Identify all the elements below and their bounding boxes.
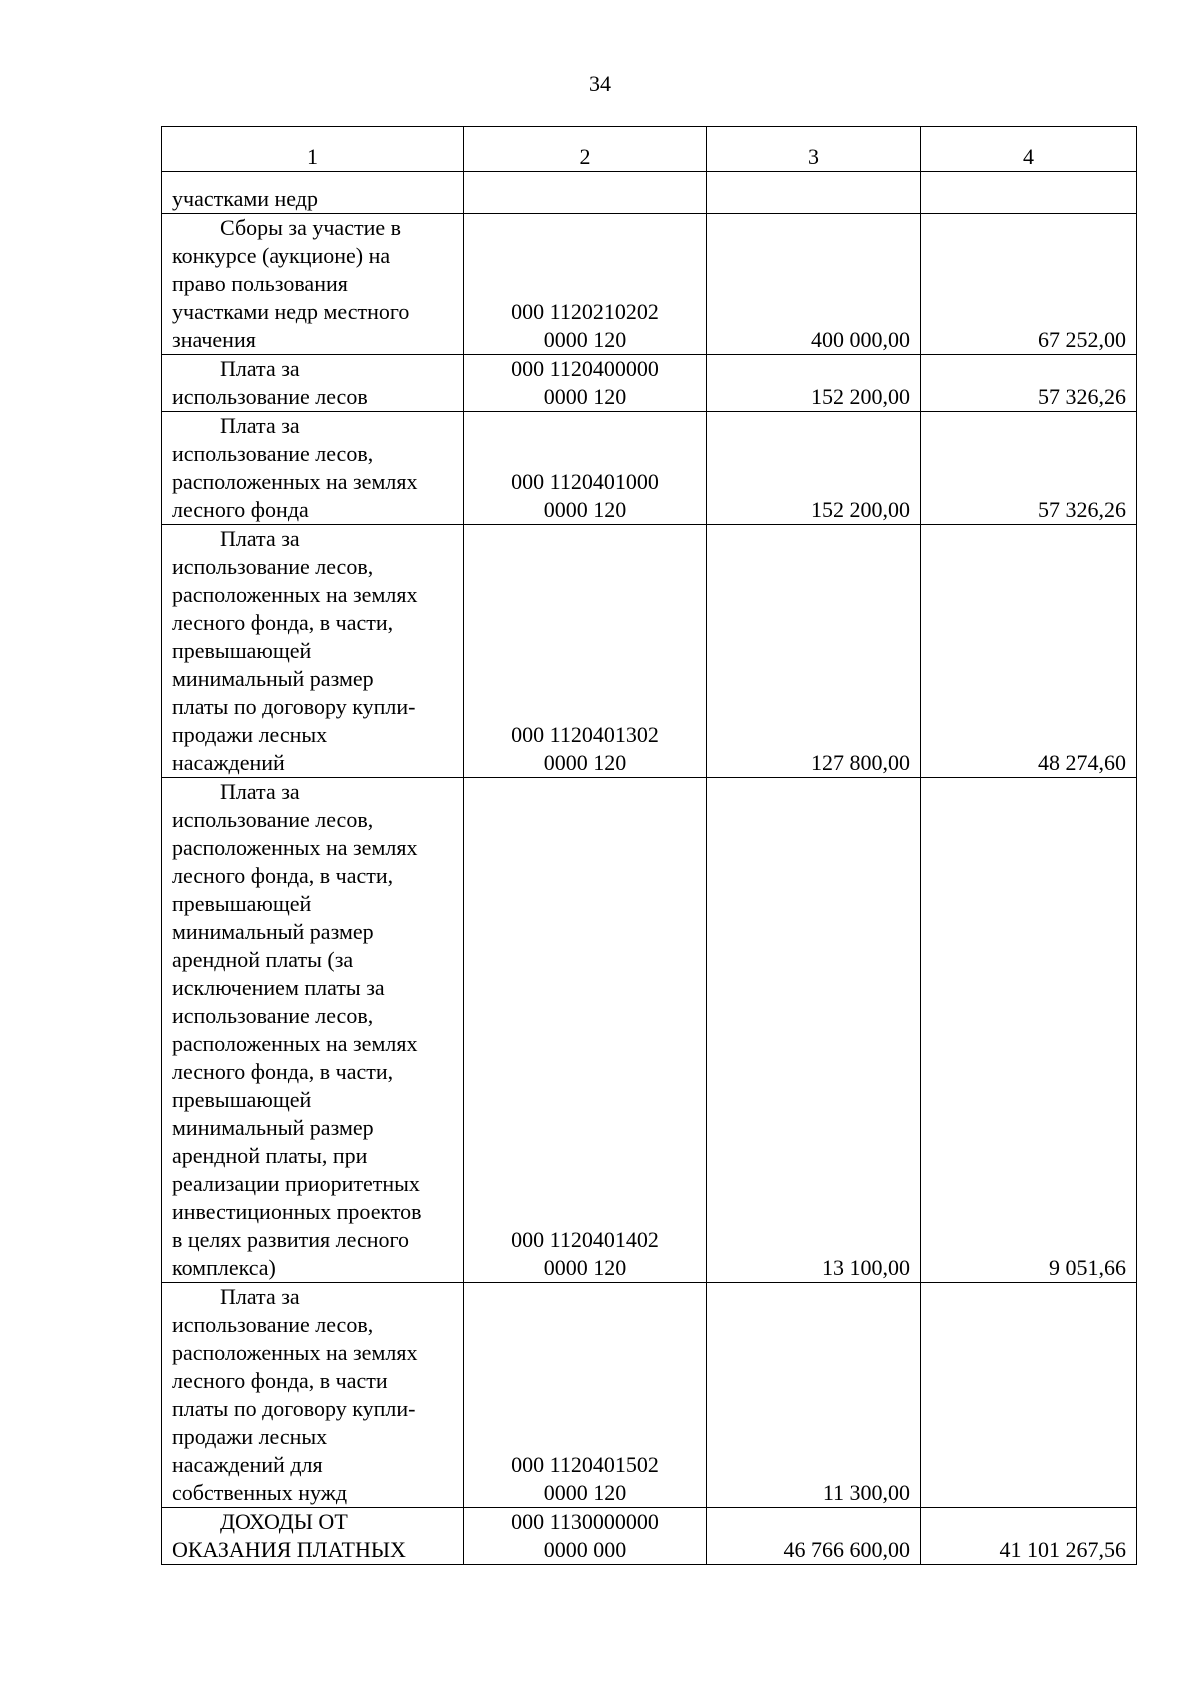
row-code-cell	[464, 172, 707, 214]
row-name-line: использование лесов,	[172, 1312, 374, 1337]
row-name-line: арендной платы, при	[172, 1143, 368, 1168]
row-code-line: 0000 120	[543, 750, 627, 775]
row-name-line: использование лесов	[172, 384, 368, 409]
table-body	[162, 172, 1137, 1565]
row-name-line: расположенных на землях	[172, 1340, 418, 1365]
row-name-cell	[162, 172, 464, 214]
row-name-line: превышающей	[172, 1087, 312, 1112]
row-plan-amount: 152 200,00	[707, 412, 921, 525]
row-name-line: лесного фонда	[172, 497, 309, 522]
row-name-line: насаждений для	[172, 1452, 323, 1477]
row-actual-amount: 48 274,60	[921, 525, 1137, 778]
row-code-cell	[464, 525, 707, 778]
row-name-line: использование лесов,	[172, 1003, 374, 1028]
row-name-first-line: Плата за	[220, 779, 300, 804]
row-name-cell	[162, 355, 464, 412]
row-name-line: минимальный размер	[172, 919, 374, 944]
row-code-line: 000 1120401302	[511, 722, 659, 747]
row-name-line: право пользования	[172, 271, 348, 296]
page-number: 34	[589, 71, 611, 96]
row-name-first-line: ДОХОДЫ ОТ	[220, 1509, 348, 1534]
row-code-line: 000 1120401402	[511, 1227, 659, 1252]
row-code-cell	[464, 412, 707, 525]
row-actual-amount: 41 101 267,56	[921, 1508, 1137, 1565]
table-row	[162, 355, 1137, 412]
row-name-first-line: Сборы за участие в	[220, 215, 402, 240]
row-code-line: 0000 120	[543, 384, 627, 409]
row-name-first-line: Плата за	[220, 356, 300, 381]
row-code-line: 000 1130000000	[511, 1509, 659, 1534]
row-name-line: арендной платы (за	[172, 947, 354, 972]
row-name-line: продажи лесных	[172, 722, 328, 747]
row-name-line: расположенных на землях	[172, 1031, 418, 1056]
row-actual-amount: 67 252,00	[921, 214, 1137, 355]
row-name-line: минимальный размер	[172, 1115, 374, 1140]
row-name-line: платы по договору купли-	[172, 694, 416, 719]
row-actual-amount: 57 326,26	[921, 412, 1137, 525]
row-name-line: использование лесов,	[172, 441, 374, 466]
row-name-line: превышающей	[172, 638, 312, 663]
row-code-line: 0000 000	[543, 1537, 627, 1562]
row-name-line: минимальный размер	[172, 666, 374, 691]
row-name-line: лесного фонда, в части	[172, 1368, 388, 1393]
row-code-line: 000 1120401000	[511, 469, 659, 494]
row-name-line: в целях развития лесного	[172, 1227, 409, 1252]
row-actual-amount	[921, 172, 1137, 214]
row-actual-amount: 9 051,66	[921, 778, 1137, 1283]
row-actual-amount: 57 326,26	[921, 355, 1137, 412]
row-code-line: 0000 120	[543, 497, 627, 522]
row-code-line: 0000 120	[543, 1480, 627, 1505]
row-name-line: инвестиционных проектов	[172, 1199, 422, 1224]
row-name-cell	[162, 1508, 464, 1565]
row-name-line: реализации приоритетных	[172, 1171, 420, 1196]
column-header-3: 3	[707, 127, 921, 172]
table-row	[162, 1508, 1137, 1565]
row-name-line: собственных нужд	[172, 1480, 348, 1505]
row-name-line: расположенных на землях	[172, 469, 418, 494]
row-name-line: ОКАЗАНИЯ ПЛАТНЫХ	[172, 1537, 406, 1562]
row-code-cell	[464, 778, 707, 1283]
row-name-line: участками недр	[172, 186, 318, 211]
row-name-line: использование лесов,	[172, 554, 374, 579]
row-name-first-line: Плата за	[220, 1284, 300, 1309]
row-name-line: лесного фонда, в части,	[172, 610, 394, 635]
column-header-2: 2	[464, 127, 707, 172]
row-name-first-line: Плата за	[220, 526, 300, 551]
row-name-cell	[162, 1283, 464, 1508]
table-row	[162, 525, 1137, 778]
row-plan-amount: 13 100,00	[707, 778, 921, 1283]
table-row	[162, 778, 1137, 1283]
row-plan-amount: 127 800,00	[707, 525, 921, 778]
row-plan-amount: 152 200,00	[707, 355, 921, 412]
row-plan-amount: 46 766 600,00	[707, 1508, 921, 1565]
table-row	[162, 412, 1137, 525]
row-name-line: расположенных на землях	[172, 582, 418, 607]
row-name-line: насаждений	[172, 750, 285, 775]
row-name-line: конкурсе (аукционе) на	[172, 243, 391, 268]
row-plan-amount: 400 000,00	[707, 214, 921, 355]
row-code-line: 0000 120	[543, 1255, 627, 1280]
row-plan-amount	[707, 172, 921, 214]
row-name-cell	[162, 214, 464, 355]
row-code-cell	[464, 1508, 707, 1565]
row-code-line: 000 1120400000	[511, 356, 659, 381]
table-row	[162, 172, 1137, 214]
row-name-cell	[162, 525, 464, 778]
row-code-line: 0000 120	[543, 327, 627, 352]
row-plan-amount: 11 300,00	[707, 1283, 921, 1508]
row-code-cell	[464, 355, 707, 412]
row-name-cell	[162, 778, 464, 1283]
row-code-cell	[464, 214, 707, 355]
row-name-line: значения	[172, 327, 256, 352]
table-header-row	[162, 127, 1137, 172]
table-row	[162, 214, 1137, 355]
column-header-4: 4	[921, 127, 1137, 172]
revenue-table	[161, 126, 1137, 1565]
row-name-line: лесного фонда, в части,	[172, 1059, 394, 1084]
row-actual-amount	[921, 1283, 1137, 1508]
column-header-1: 1	[162, 127, 464, 172]
row-name-line: лесного фонда, в части,	[172, 863, 394, 888]
row-name-line: исключением платы за	[172, 975, 385, 1000]
row-name-line: платы по договору купли-	[172, 1396, 416, 1421]
row-name-line: участками недр местного	[172, 299, 410, 324]
row-code-line: 000 1120210202	[511, 299, 659, 324]
row-name-line: превышающей	[172, 891, 312, 916]
row-name-line: продажи лесных	[172, 1424, 328, 1449]
row-name-line: расположенных на землях	[172, 835, 418, 860]
table-row	[162, 1283, 1137, 1508]
row-name-line: использование лесов,	[172, 807, 374, 832]
row-name-cell	[162, 412, 464, 525]
row-code-line: 000 1120401502	[511, 1452, 659, 1477]
row-code-cell	[464, 1283, 707, 1508]
row-name-line: комплекса)	[172, 1255, 276, 1280]
row-name-first-line: Плата за	[220, 413, 300, 438]
